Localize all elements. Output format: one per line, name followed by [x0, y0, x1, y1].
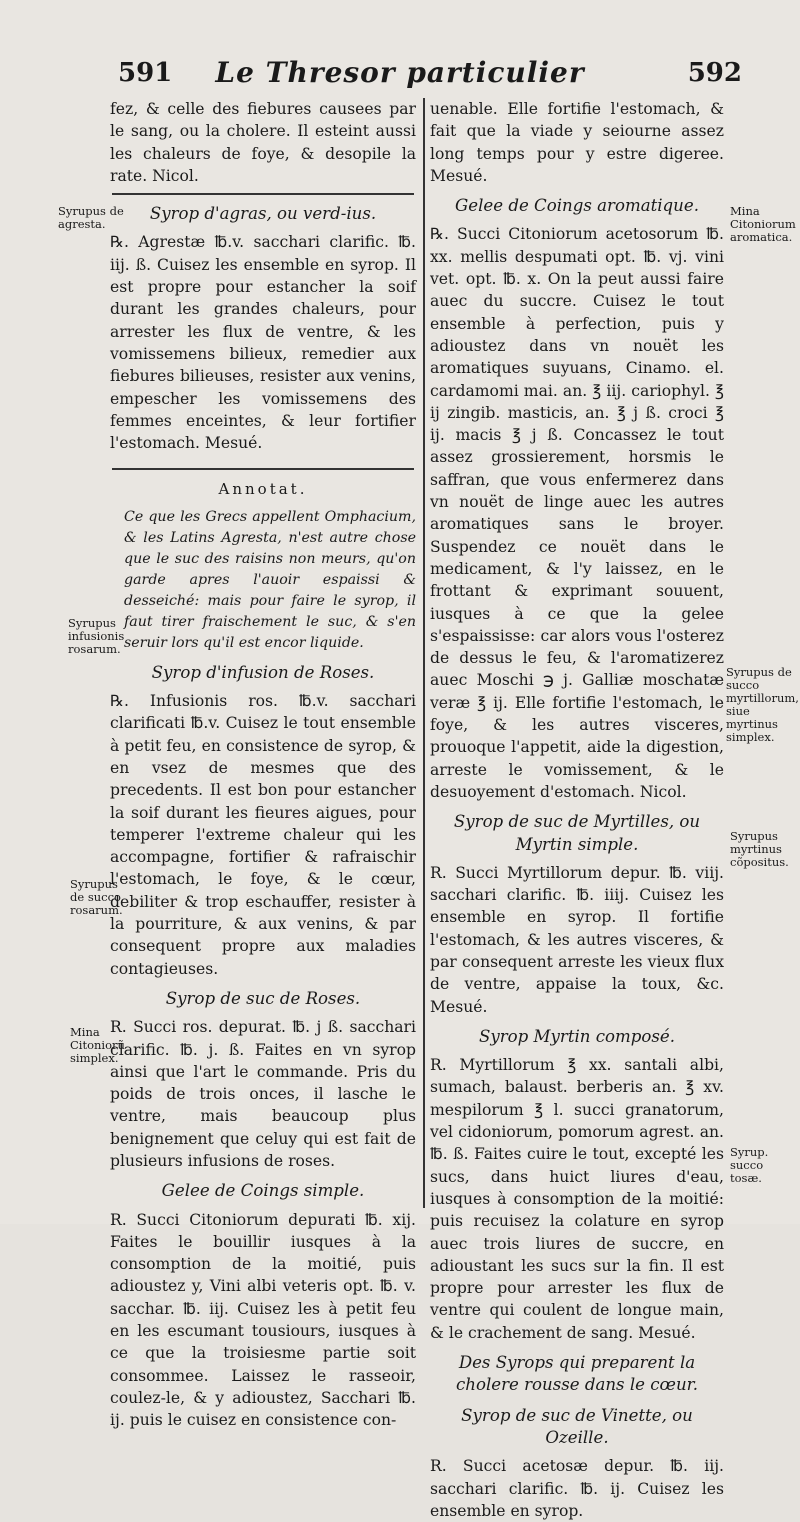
section-heading: Syrop de suc de Myrtilles, ou Myrtin simple.	[453, 812, 701, 854]
margin-note: Mina Citoniorũ simplex.	[70, 1025, 125, 1065]
section-rule	[112, 193, 414, 195]
column-divider	[423, 98, 425, 1208]
section-heading: Syrop Myrtin composé.	[478, 1026, 676, 1046]
paragraph: R. Succi acetosæ depur. ℔. iij. sacchari clarific. ℔. ij. Cuisez les ensemble en syrop.	[430, 1457, 724, 1520]
margin-note: Syrup. succo tosæ.	[730, 1145, 769, 1185]
left-column	[110, 98, 416, 1432]
page-number-right: 592	[687, 58, 742, 88]
page-number-left: 591	[118, 58, 173, 88]
margin-note: Syrupus infusionis rosarum.	[68, 616, 125, 656]
paragraph: R. Succi Myrtillorum depur. ℔. viij. sacchari clarific. ℔. iiij. Cuisez les ensemble en syrop. Il fortifie l'estomach, & les autres visceres, & par consequent arreste les vieux flux de ventre, appaise la toux, &c. Mesué.	[430, 863, 724, 1016]
running-title: Le Thresor particulier	[215, 56, 585, 89]
margin-note: Mina Citoniorum aromatica.	[730, 204, 796, 244]
paragraph: R. Succi Citoniorum depurati ℔. xij. Faites le bouillir iusques à la consomption de la moitié, puis adioustez y, Vini albi veteris opt. ℔. v. sacchar. ℔. iij. Cuisez les à petit feu en les escumant tousiours, iusques à ce que la troisiesme partie soit consommee. Laissez le rasseoir, coulez-le, & y adioustez, Sacchari ℔. ij. puis le cuisez en consistence con-	[110, 1210, 416, 1430]
section-rule	[112, 468, 414, 470]
section-heading: Des Syrops qui preparent la cholere rousse dans le cœur.	[455, 1353, 699, 1395]
margin-note: Syrupus de succo rosarum.	[70, 877, 123, 917]
section-heading: Gelee de Coings simple.	[161, 1181, 365, 1201]
margin-note: Syrupus myrtinus cõpositus.	[730, 829, 789, 869]
section-heading: Syrop de suc de Vinette, ou Ozeille.	[461, 1405, 693, 1447]
paragraph: ℞. Succi Citoniorum acetosorum ℔. xx. mellis despumati opt. ℔. vj. vini vet. opt. ℔. x. On la peut aussi faire auec du succre. Cuisez le tout ensemble à perfection, puis y adioustez dans vn nouët les aromatiques suyuans, Cinamo. el. cardamomi mai. an. ℥ iij. cariophyl. ℥ ij zingib. masticis, an. ℥ j ß. croci ℥ ij. macis ℥ j ß. Concassez le tout assez grossierement, horsmis le saffran, que vous enfermerez dans vn nouët de linge auec les autres aromatiques sans le broyer. Suspendez ce nouët dans le medicament, & l'y laissez, en le frottant & exprimant souuent, iusques à ce que la gelee s'espaississe: car alors vous l'osterez de dessus le feu, & l'aromatizerez auec Moschi ℈ j. Galliæ moschatæ veræ ℥ ij. Elle fortifie l'estomach, le foye, & les autres visceres, prouoque l'appetit, aide la digestion, arreste le vomissement, & le desuoyement d'estomach. Nicol.	[430, 225, 724, 801]
annotation-text: Ce que les Grecs appellent Omphacium, & les Latins Agresta, n'est autre chose que le suc des raisins non meurs, qu'on garde apres l'auoir espaissi & desseiché: mais pour faire le syrop, il faut tirer fraischement le suc, & s'en seruir lors qu'il est encor liquide.	[124, 508, 416, 651]
section-heading: Syrop d'agras, ou verd-ius.	[149, 204, 377, 224]
paragraph: uenable. Elle fortifie l'estomach, & fait que la viade y seiourne assez long temps pour y estre digeree. Mesué.	[430, 100, 724, 185]
margin-note: Syrupus de succo myrtillorum, siue myrtinus simplex.	[726, 665, 799, 744]
paragraph: R. Succi ros. depurat. ℔. j ß. sacchari clarific. ℔. j. ß. Faites en vn syrop ainsi que l'art le commande. Pris du poids de trois onces, il lasche le ventre, mais beaucoup plus benignement que celuy qui est fait de plusieurs infusions de roses.	[110, 1018, 416, 1170]
paragraph: ℞. Infusionis ros. ℔.v. sacchari clarificati ℔.v. Cuisez le tout ensemble à petit feu, en consistence de syrop, & en vsez de mesmes que des precedents. Il est bon pour estancher la soif durant les fieures aigues, pour temperer l'extreme chaleur qui les accompagne, fortifier & rafraischir l'estomach, le foye, & le cœur, debiliter & trop eschauffer, resister à la pourriture, & aux venins, & par consequent propre aux maladies contagieuses.	[110, 692, 416, 978]
section-heading: Syrop de suc de Roses.	[165, 988, 361, 1008]
paragraph: ℞. Agrestæ ℔.v. sacchari clarific. ℔. iij. ß. Cuisez les ensemble en syrop. Il est propre pour estancher la soif durant les grandes chaleurs, pour arrester les flux de ventre, & les vomissemens bilieux, remedier aux fiebures bilieuses, resister aux venins, empescher les vomissemens des femmes enceintes, & leur fortifier l'estomach. Mesué.	[110, 233, 416, 453]
paragraph: R. Myrtillorum ℥ xx. santali albi, sumach, balaust. berberis an. ℥ xv. mespilorum ℥ l. succi granatorum, vel cidoniorum, pomorum agrest. an. ℔. ß. Faites cuire le tout, excepté les sucs, dans huict liures d'eau, iusques à consomption de la moitié: puis recuisez la colature en syrop auec trois liures de succre, en adioustant les sucs sur la fin. Il est propre pour arrester les flux de ventre qui coulent de longue main, & le crachement de sang. Mesué.	[430, 1056, 724, 1342]
section-heading: Syrop d'infusion de Roses.	[151, 662, 375, 682]
paragraph: fez, & celle des fiebures causees par le sang, ou la cholere. Il esteint aussi les chaleurs de foye, & desopile la rate. Nicol.	[110, 100, 416, 185]
margin-note: Syrupus de agresta.	[58, 204, 124, 231]
annotation-heading: Annotat.	[218, 480, 308, 499]
right-column	[430, 98, 724, 1522]
section-heading: Gelee de Coings aromatique.	[455, 196, 699, 216]
